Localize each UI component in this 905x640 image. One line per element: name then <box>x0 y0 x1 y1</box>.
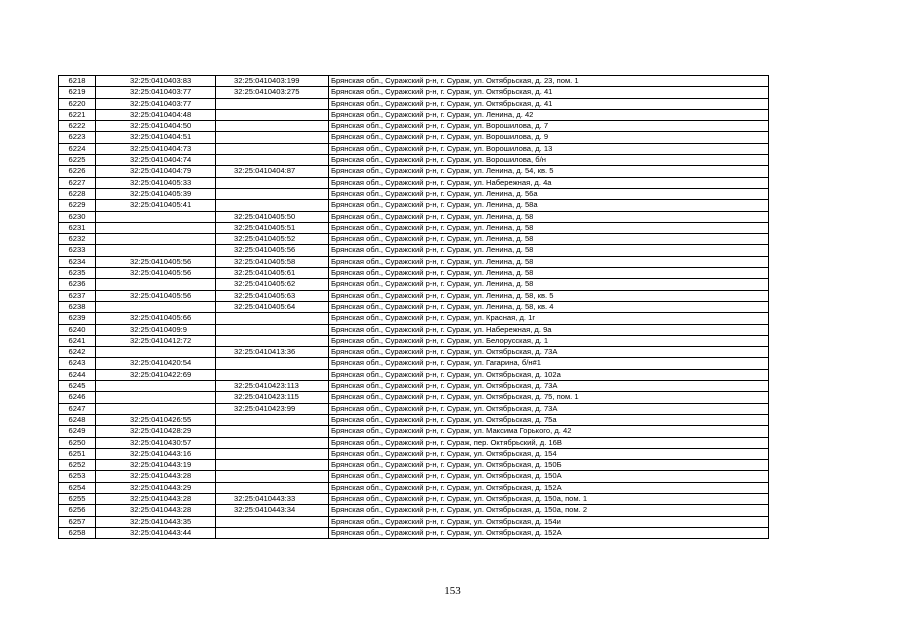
related-cadastral-number-cell <box>216 188 329 199</box>
cadastral-table <box>58 75 769 539</box>
row-number-cell: 6258 <box>59 527 96 538</box>
table-row <box>59 234 769 245</box>
related-cadastral-number-cell: 32:25:0410404:87 <box>216 166 329 177</box>
address-cell: Брянская обл., Суражский р-н, г. Сураж, ул. Ворошилова, б/н <box>329 155 769 166</box>
related-cadastral-number-cell <box>216 132 329 143</box>
table-row <box>59 132 769 143</box>
related-cadastral-number-cell <box>216 109 329 120</box>
cadastral-number-cell: 32:25:0410422:69 <box>96 369 216 380</box>
cadastral-number-cell: 32:25:0410443:19 <box>96 460 216 471</box>
row-number-cell: 6234 <box>59 256 96 267</box>
related-cadastral-number-cell <box>216 358 329 369</box>
row-number-cell: 6221 <box>59 109 96 120</box>
related-cadastral-number-cell <box>216 98 329 109</box>
cadastral-number-cell: 32:25:0410404:74 <box>96 155 216 166</box>
row-number-cell: 6220 <box>59 98 96 109</box>
table-row <box>59 313 769 324</box>
address-cell: Брянская обл., Суражский р-н, г. Сураж, ул. Октябрьская, д. 73А <box>329 381 769 392</box>
cadastral-number-cell: 32:25:0410428:29 <box>96 426 216 437</box>
cadastral-number-cell <box>96 347 216 358</box>
row-number-cell: 6218 <box>59 76 96 87</box>
row-number-cell: 6257 <box>59 516 96 527</box>
related-cadastral-number-cell <box>216 369 329 380</box>
cadastral-number-cell: 32:25:0410404:48 <box>96 109 216 120</box>
related-cadastral-number-cell <box>216 155 329 166</box>
address-cell: Брянская обл., Суражский р-н, г. Сураж, ул. Ленина, д. 58а <box>329 200 769 211</box>
table-row <box>59 369 769 380</box>
row-number-cell: 6252 <box>59 460 96 471</box>
row-number-cell: 6244 <box>59 369 96 380</box>
table-row <box>59 166 769 177</box>
address-cell: Брянская обл., Суражский р-н, г. Сураж, ул. Ленина, д. 58 <box>329 245 769 256</box>
table-row <box>59 177 769 188</box>
row-number-cell: 6237 <box>59 290 96 301</box>
table-row <box>59 143 769 154</box>
address-cell: Брянская обл., Суражский р-н, г. Сураж, ул. Красная, д. 1г <box>329 313 769 324</box>
address-cell: Брянская обл., Суражский р-н, г. Сураж, ул. Октябрьская, д. 150А <box>329 471 769 482</box>
related-cadastral-number-cell: 32:25:0410413:36 <box>216 347 329 358</box>
cadastral-number-cell <box>96 211 216 222</box>
row-number-cell: 6242 <box>59 347 96 358</box>
table-row <box>59 155 769 166</box>
cadastral-number-cell: 32:25:0410405:56 <box>96 256 216 267</box>
related-cadastral-number-cell <box>216 324 329 335</box>
cadastral-number-cell: 32:25:0410405:56 <box>96 268 216 279</box>
cadastral-number-cell: 32:25:0410443:16 <box>96 448 216 459</box>
row-number-cell: 6245 <box>59 381 96 392</box>
cadastral-number-cell <box>96 279 216 290</box>
row-number-cell: 6254 <box>59 482 96 493</box>
table-row <box>59 482 769 493</box>
cadastral-number-cell <box>96 403 216 414</box>
cadastral-number-cell <box>96 381 216 392</box>
table-row <box>59 493 769 504</box>
cadastral-number-cell <box>96 234 216 245</box>
address-cell: Брянская обл., Суражский р-н, г. Сураж, ул. Ленина, д. 42 <box>329 109 769 120</box>
address-cell: Брянская обл., Суражский р-н, г. Сураж, ул. Ленина, д. 58 <box>329 222 769 233</box>
cadastral-number-cell: 32:25:0410405:66 <box>96 313 216 324</box>
cadastral-number-cell: 32:25:0410404:79 <box>96 166 216 177</box>
address-cell: Брянская обл., Суражский р-н, г. Сураж, ул. Октябрьская, д. 150Б <box>329 460 769 471</box>
cadastral-number-cell: 32:25:0410404:73 <box>96 143 216 154</box>
table-row <box>59 347 769 358</box>
cadastral-number-cell: 32:25:0410409:9 <box>96 324 216 335</box>
related-cadastral-number-cell <box>216 121 329 132</box>
address-cell: Брянская обл., Суражский р-н, г. Сураж, ул. Ленина, д. 58 <box>329 234 769 245</box>
row-number-cell: 6255 <box>59 493 96 504</box>
table-row <box>59 403 769 414</box>
table-row <box>59 505 769 516</box>
address-cell: Брянская обл., Суражский р-н, г. Сураж, ул. Ворошилова, д. 7 <box>329 121 769 132</box>
address-cell: Брянская обл., Суражский р-н, г. Сураж, ул. Октябрьская, д. 41 <box>329 87 769 98</box>
row-number-cell: 6238 <box>59 301 96 312</box>
cadastral-number-cell: 32:25:0410426:55 <box>96 414 216 425</box>
row-number-cell: 6235 <box>59 268 96 279</box>
address-cell: Брянская обл., Суражский р-н, г. Сураж, ул. Октябрьская, д. 154 <box>329 448 769 459</box>
table-row <box>59 381 769 392</box>
cadastral-number-cell: 32:25:0410403:77 <box>96 98 216 109</box>
related-cadastral-number-cell <box>216 471 329 482</box>
cadastral-number-cell: 32:25:0410443:28 <box>96 493 216 504</box>
address-cell: Брянская обл., Суражский р-н, г. Сураж, ул. Октябрьская, д. 102а <box>329 369 769 380</box>
cadastral-number-cell <box>96 222 216 233</box>
row-number-cell: 6227 <box>59 177 96 188</box>
row-number-cell: 6226 <box>59 166 96 177</box>
related-cadastral-number-cell: 32:25:0410443:33 <box>216 493 329 504</box>
row-number-cell: 6236 <box>59 279 96 290</box>
address-cell: Брянская обл., Суражский р-н, г. Сураж, ул. Ленина, д. 58 <box>329 268 769 279</box>
cadastral-number-cell: 32:25:0410443:44 <box>96 527 216 538</box>
address-cell: Брянская обл., Суражский р-н, г. Сураж, ул. Октябрьская, д. 152А <box>329 527 769 538</box>
related-cadastral-number-cell: 32:25:0410405:52 <box>216 234 329 245</box>
table-row <box>59 87 769 98</box>
address-cell: Брянская обл., Суражский р-н, г. Сураж, пер. Октябрьский, д. 16В <box>329 437 769 448</box>
cadastral-number-cell: 32:25:0410404:51 <box>96 132 216 143</box>
cadastral-number-cell: 32:25:0410430:57 <box>96 437 216 448</box>
cadastral-number-cell: 32:25:0410403:83 <box>96 76 216 87</box>
row-number-cell: 6256 <box>59 505 96 516</box>
cadastral-number-cell: 32:25:0410405:39 <box>96 188 216 199</box>
related-cadastral-number-cell: 32:25:0410405:64 <box>216 301 329 312</box>
cadastral-number-cell: 32:25:0410404:50 <box>96 121 216 132</box>
address-cell: Брянская обл., Суражский р-н, г. Сураж, ул. Гагарина, б/н#1 <box>329 358 769 369</box>
row-number-cell: 6232 <box>59 234 96 245</box>
related-cadastral-number-cell: 32:25:0410443:34 <box>216 505 329 516</box>
cadastral-number-cell: 32:25:0410405:56 <box>96 290 216 301</box>
related-cadastral-number-cell <box>216 437 329 448</box>
address-cell: Брянская обл., Суражский р-н, г. Сураж, ул. Ворошилова, д. 9 <box>329 132 769 143</box>
address-cell: Брянская обл., Суражский р-н, г. Сураж, ул. Ленина, д. 58 <box>329 211 769 222</box>
cadastral-number-cell: 32:25:0410412:72 <box>96 335 216 346</box>
table-row <box>59 527 769 538</box>
row-number-cell: 6243 <box>59 358 96 369</box>
address-cell: Брянская обл., Суражский р-н, г. Сураж, ул. Октябрьская, д. 152А <box>329 482 769 493</box>
related-cadastral-number-cell <box>216 200 329 211</box>
page-number: 153 <box>444 585 461 597</box>
address-cell: Брянская обл., Суражский р-н, г. Сураж, ул. Октябрьская, д. 150а, пом. 2 <box>329 505 769 516</box>
row-number-cell: 6250 <box>59 437 96 448</box>
cadastral-number-cell: 32:25:0410403:77 <box>96 87 216 98</box>
address-cell: Брянская обл., Суражский р-н, г. Сураж, ул. Ворошилова, д. 13 <box>329 143 769 154</box>
row-number-cell: 6240 <box>59 324 96 335</box>
related-cadastral-number-cell <box>216 482 329 493</box>
related-cadastral-number-cell <box>216 527 329 538</box>
related-cadastral-number-cell: 32:25:0410403:275 <box>216 87 329 98</box>
table-row <box>59 516 769 527</box>
cadastral-number-cell: 32:25:0410405:41 <box>96 200 216 211</box>
table-row <box>59 98 769 109</box>
row-number-cell: 6247 <box>59 403 96 414</box>
related-cadastral-number-cell: 32:25:0410403:199 <box>216 76 329 87</box>
related-cadastral-number-cell: 32:25:0410405:50 <box>216 211 329 222</box>
table-row <box>59 121 769 132</box>
address-cell: Брянская обл., Суражский р-н, г. Сураж, ул. Октябрьская, д. 41 <box>329 98 769 109</box>
related-cadastral-number-cell: 32:25:0410423:115 <box>216 392 329 403</box>
table-row <box>59 437 769 448</box>
cadastral-number-cell <box>96 392 216 403</box>
related-cadastral-number-cell <box>216 143 329 154</box>
row-number-cell: 6222 <box>59 121 96 132</box>
table-row <box>59 256 769 267</box>
row-number-cell: 6246 <box>59 392 96 403</box>
related-cadastral-number-cell: 32:25:0410405:56 <box>216 245 329 256</box>
address-cell: Брянская обл., Суражский р-н, г. Сураж, ул. Ленина, д. 58, кв. 5 <box>329 290 769 301</box>
table-row <box>59 279 769 290</box>
table-row <box>59 76 769 87</box>
address-cell: Брянская обл., Суражский р-н, г. Сураж, ул. Набережная, д. 9а <box>329 324 769 335</box>
table-row <box>59 211 769 222</box>
table-row <box>59 200 769 211</box>
address-cell: Брянская обл., Суражский р-н, г. Сураж, ул. Октябрьская, д. 150а, пом. 1 <box>329 493 769 504</box>
table-row <box>59 245 769 256</box>
table-row <box>59 426 769 437</box>
related-cadastral-number-cell: 32:25:0410405:61 <box>216 268 329 279</box>
row-number-cell: 6249 <box>59 426 96 437</box>
row-number-cell: 6230 <box>59 211 96 222</box>
address-cell: Брянская обл., Суражский р-н, г. Сураж, ул. Октябрьская, д. 75, пом. 1 <box>329 392 769 403</box>
row-number-cell: 6219 <box>59 87 96 98</box>
row-number-cell: 6251 <box>59 448 96 459</box>
address-cell: Брянская обл., Суражский р-н, г. Сураж, ул. Белорусская, д. 1 <box>329 335 769 346</box>
cadastral-number-cell: 32:25:0410420:54 <box>96 358 216 369</box>
address-cell: Брянская обл., Суражский р-н, г. Сураж, ул. Октябрьская, д. 154и <box>329 516 769 527</box>
cadastral-table-body <box>59 76 769 539</box>
address-cell: Брянская обл., Суражский р-н, г. Сураж, ул. Октябрьская, д. 73А <box>329 347 769 358</box>
related-cadastral-number-cell: 32:25:0410405:62 <box>216 279 329 290</box>
table-row <box>59 358 769 369</box>
cadastral-number-cell <box>96 245 216 256</box>
related-cadastral-number-cell: 32:25:0410423:113 <box>216 381 329 392</box>
cadastral-number-cell <box>96 301 216 312</box>
table-row <box>59 222 769 233</box>
row-number-cell: 6233 <box>59 245 96 256</box>
row-number-cell: 6241 <box>59 335 96 346</box>
table-row <box>59 109 769 120</box>
address-cell: Брянская обл., Суражский р-н, г. Сураж, ул. Ленина, д. 54, кв. 5 <box>329 166 769 177</box>
row-number-cell: 6225 <box>59 155 96 166</box>
related-cadastral-number-cell <box>216 177 329 188</box>
address-cell: Брянская обл., Суражский р-н, г. Сураж, ул. Октябрьская, д. 75а <box>329 414 769 425</box>
row-number-cell: 6239 <box>59 313 96 324</box>
related-cadastral-number-cell: 32:25:0410405:51 <box>216 222 329 233</box>
related-cadastral-number-cell: 32:25:0410405:58 <box>216 256 329 267</box>
address-cell: Брянская обл., Суражский р-н, г. Сураж, ул. Ленина, д. 58 <box>329 256 769 267</box>
address-cell: Брянская обл., Суражский р-н, г. Сураж, ул. Ленина, д. 56а <box>329 188 769 199</box>
cadastral-number-cell: 32:25:0410443:29 <box>96 482 216 493</box>
table-row <box>59 188 769 199</box>
table-row <box>59 335 769 346</box>
related-cadastral-number-cell <box>216 414 329 425</box>
table-row <box>59 448 769 459</box>
cadastral-number-cell: 32:25:0410405:33 <box>96 177 216 188</box>
related-cadastral-number-cell: 32:25:0410423:99 <box>216 403 329 414</box>
related-cadastral-number-cell <box>216 335 329 346</box>
related-cadastral-number-cell <box>216 313 329 324</box>
table-row <box>59 414 769 425</box>
address-cell: Брянская обл., Суражский р-н, г. Сураж, ул. Ленина, д. 58, кв. 4 <box>329 301 769 312</box>
table-row <box>59 392 769 403</box>
row-number-cell: 6223 <box>59 132 96 143</box>
address-cell: Брянская обл., Суражский р-н, г. Сураж, ул. Октябрьская, д. 23, пом. 1 <box>329 76 769 87</box>
table-row <box>59 268 769 279</box>
row-number-cell: 6248 <box>59 414 96 425</box>
address-cell: Брянская обл., Суражский р-н, г. Сураж, ул. Ленина, д. 58 <box>329 279 769 290</box>
row-number-cell: 6253 <box>59 471 96 482</box>
related-cadastral-number-cell <box>216 460 329 471</box>
row-number-cell: 6224 <box>59 143 96 154</box>
related-cadastral-number-cell <box>216 426 329 437</box>
table-row <box>59 460 769 471</box>
related-cadastral-number-cell <box>216 516 329 527</box>
table-row <box>59 290 769 301</box>
address-cell: Брянская обл., Суражский р-н, г. Сураж, ул. Октябрьская, д. 73А <box>329 403 769 414</box>
address-cell: Брянская обл., Суражский р-н, г. Сураж, ул. Набережная, д. 4а <box>329 177 769 188</box>
row-number-cell: 6231 <box>59 222 96 233</box>
table-row <box>59 301 769 312</box>
cadastral-number-cell: 32:25:0410443:35 <box>96 516 216 527</box>
table-row <box>59 324 769 335</box>
table-row <box>59 471 769 482</box>
cadastral-number-cell: 32:25:0410443:28 <box>96 471 216 482</box>
row-number-cell: 6229 <box>59 200 96 211</box>
row-number-cell: 6228 <box>59 188 96 199</box>
related-cadastral-number-cell: 32:25:0410405:63 <box>216 290 329 301</box>
related-cadastral-number-cell <box>216 448 329 459</box>
address-cell: Брянская обл., Суражский р-н, г. Сураж, ул. Максима Горького, д. 42 <box>329 426 769 437</box>
cadastral-number-cell: 32:25:0410443:28 <box>96 505 216 516</box>
